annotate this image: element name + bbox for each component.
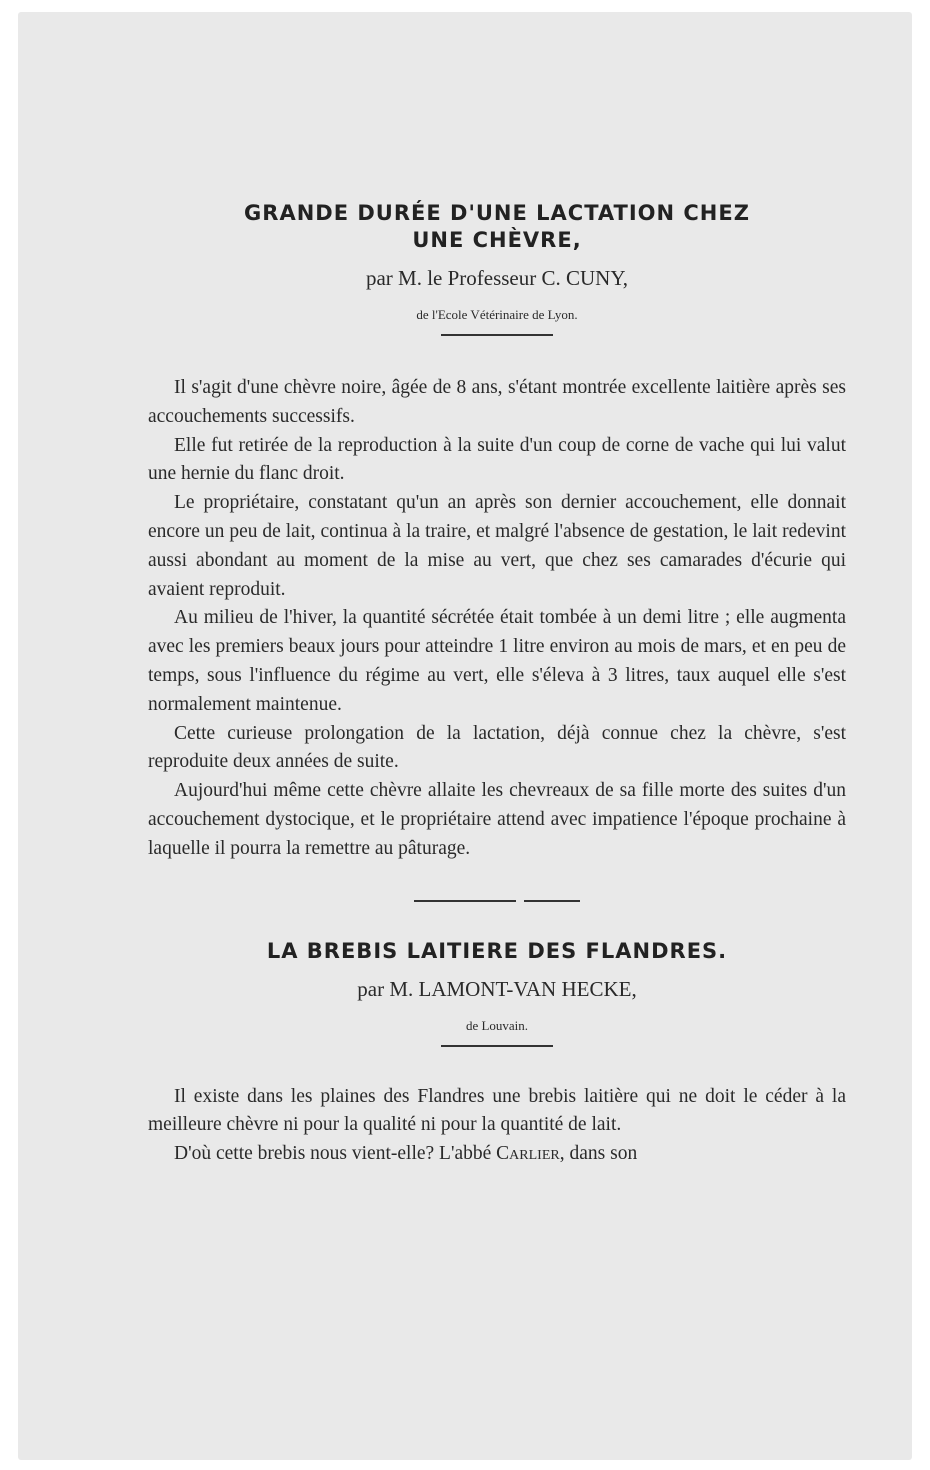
- article2-affiliation: de Louvain.: [465, 1017, 529, 1033]
- article1-byline: par M. le Professeur C. CUNY,: [365, 266, 629, 290]
- separator-rule-short: [524, 900, 580, 902]
- article1-paragraph: Cette curieuse prolongation de la lactation, déjà connue chez la chèvre, s'est reproduite deux années de suite.: [148, 722, 846, 773]
- article2-last-para-start: D'où cette brebis nous vient-elle? L'abbé: [174, 1143, 492, 1165]
- article1-paragraph: Au milieu de l'hiver, la quantité sécrétée était tombée à un demi litre ; elle augmenta avec les premiers beaux jours pour atteindre 1 litre environ au mois de mars, et en peu de temps, sous l'influence du régime au vert, elle s'éleva à 3 litres, taux auquel elle s'est normalement maintenue.: [148, 607, 846, 715]
- article1-body: [148, 374, 846, 864]
- article2-body: [148, 1083, 846, 1169]
- article2-title: LA BREBIS LAITIERE DES FLANDRES.: [266, 938, 728, 963]
- page-sheet: [18, 12, 912, 1460]
- section-divider: [441, 1045, 553, 1047]
- article1-paragraph: Elle fut retirée de la reproduction à la suite d'un coup de corne de vache qui lui valut une hernie du flanc droit.: [148, 434, 846, 485]
- page-content: [148, 200, 846, 1169]
- article1-paragraph: Aujourd'hui même cette chèvre allaite les chevreaux de sa fille morte des suites d'un accouchement dystocique, et le propriétaire attend avec impatience l'époque prochaine à laquelle il pourra la remettre au pâturage.: [148, 780, 846, 859]
- article2-paragraph-last: [148, 1140, 846, 1169]
- article1-paragraph: Il s'agit d'une chèvre noire, âgée de 8 ans, s'étant montrée excellente laitière après ses accouchements successifs.: [148, 377, 846, 427]
- article1-paragraph: Le propriétaire, constatant qu'un an après son dernier accouchement, elle donnait encore un peu de lait, continua à la traire, et malgré l'absence de gestation, le lait redevint aussi abondant au moment de la mise au vert, que chez ses camarades d'écurie qui avaient reproduit.: [148, 492, 846, 600]
- article2-byline: par M. LAMONT-VAN HECKE,: [357, 976, 637, 1001]
- article2-last-para-end: , dans son: [559, 1143, 638, 1165]
- article1-title-line1: GRANDE DURÉE D'UNE LACTATION CHEZ: [244, 201, 750, 225]
- article1-title-line2: UNE CHÈVRE,: [412, 228, 582, 252]
- article-separator: [148, 900, 846, 902]
- section-divider: [441, 334, 553, 336]
- article2-paragraph: Il existe dans les plaines des Flandres une brebis laitière qui ne doit le céder à la meilleure chèvre ni pour la qualité ni pour la quantité de lait.: [148, 1085, 846, 1136]
- separator-rule-long: [414, 900, 516, 902]
- article1-affiliation: de l'Ecole Vétérinaire de Lyon.: [416, 307, 578, 322]
- author-name-carlier: Carlier: [496, 1143, 560, 1165]
